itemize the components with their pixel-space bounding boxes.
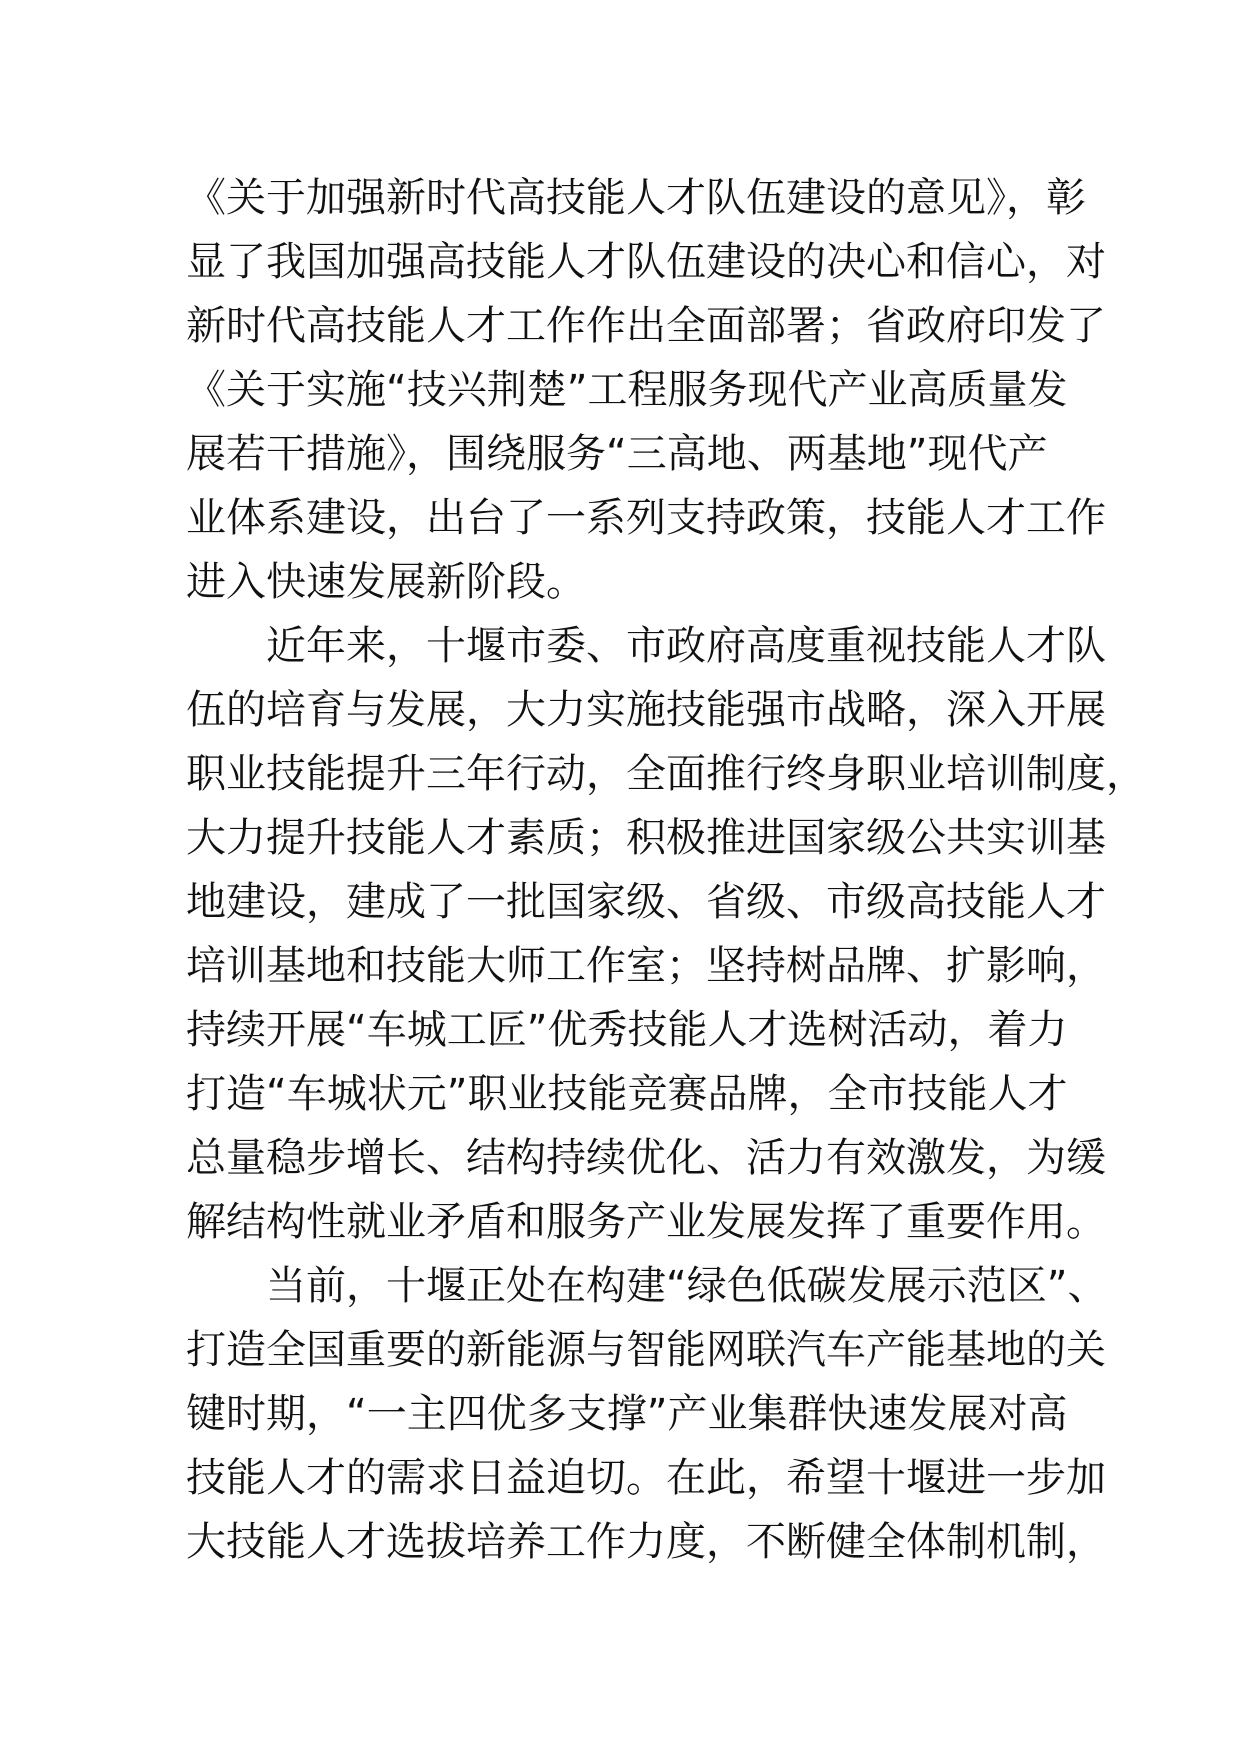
text-line: 新时代高技能人才工作作出全面部署；省政府印发了: [186, 303, 1106, 349]
text-line: 解结构性就业矛盾和服务产业发展发挥了重要作用。: [186, 1199, 1106, 1245]
body-text: [186, 166, 1146, 1574]
text-line: 打造全国重要的新能源与智能网联汽车产能基地的关: [186, 1327, 1106, 1373]
text-line: 《关于加强新时代高技能人才队伍建设的意见》，彰: [186, 175, 1086, 221]
text-line: 大技能人才选拔培养工作力度，不断健全体制机制，: [186, 1519, 1106, 1565]
text-line: 展若干措施》，围绕服务“三高地、两基地”现代产: [186, 431, 1048, 477]
text-line: 培训基地和技能大师工作室；坚持树品牌、扩影响，: [186, 943, 1106, 989]
text-line: 业体系建设，出台了一系列支持政策，技能人才工作: [186, 495, 1106, 541]
text-line: 显了我国加强高技能人才队伍建设的决心和信心，对: [186, 239, 1106, 285]
text-line: 地建设，建成了一批国家级、省级、市级高技能人才: [186, 879, 1106, 925]
text-line: 职业技能提升三年行动，全面推行终身职业培训制度，: [186, 751, 1146, 797]
text-line: 技能人才的需求日益迫切。在此，希望十堰进一步加: [186, 1455, 1106, 1501]
text-line: 《关于实施“技兴荆楚”工程服务现代产业高质量发: [186, 367, 1068, 413]
text-line: 大力提升技能人才素质；积极推进国家级公共实训基: [186, 815, 1106, 861]
text-line: 打造“车城状元”职业技能竞赛品牌，全市技能人才: [186, 1071, 1068, 1117]
text-line: 总量稳步增长、结构持续优化、活力有效激发，为缓: [186, 1135, 1106, 1181]
text-line: 伍的培育与发展，大力实施技能强市战略，深入开展: [186, 687, 1106, 733]
paragraph-start-line: 当前，十堰正处在构建“绿色低碳发展示范区”、: [266, 1263, 1108, 1309]
paragraph-start-line: 近年来，十堰市委、市政府高度重视技能人才队: [266, 623, 1106, 669]
text-line: 键时期，“一主四优多支撑”产业集群快速发展对高: [186, 1391, 1068, 1437]
text-line: 持续开展“车城工匠”优秀技能人才选树活动，着力: [186, 1007, 1068, 1053]
text-line: 进入快速发展新阶段。: [186, 559, 586, 605]
